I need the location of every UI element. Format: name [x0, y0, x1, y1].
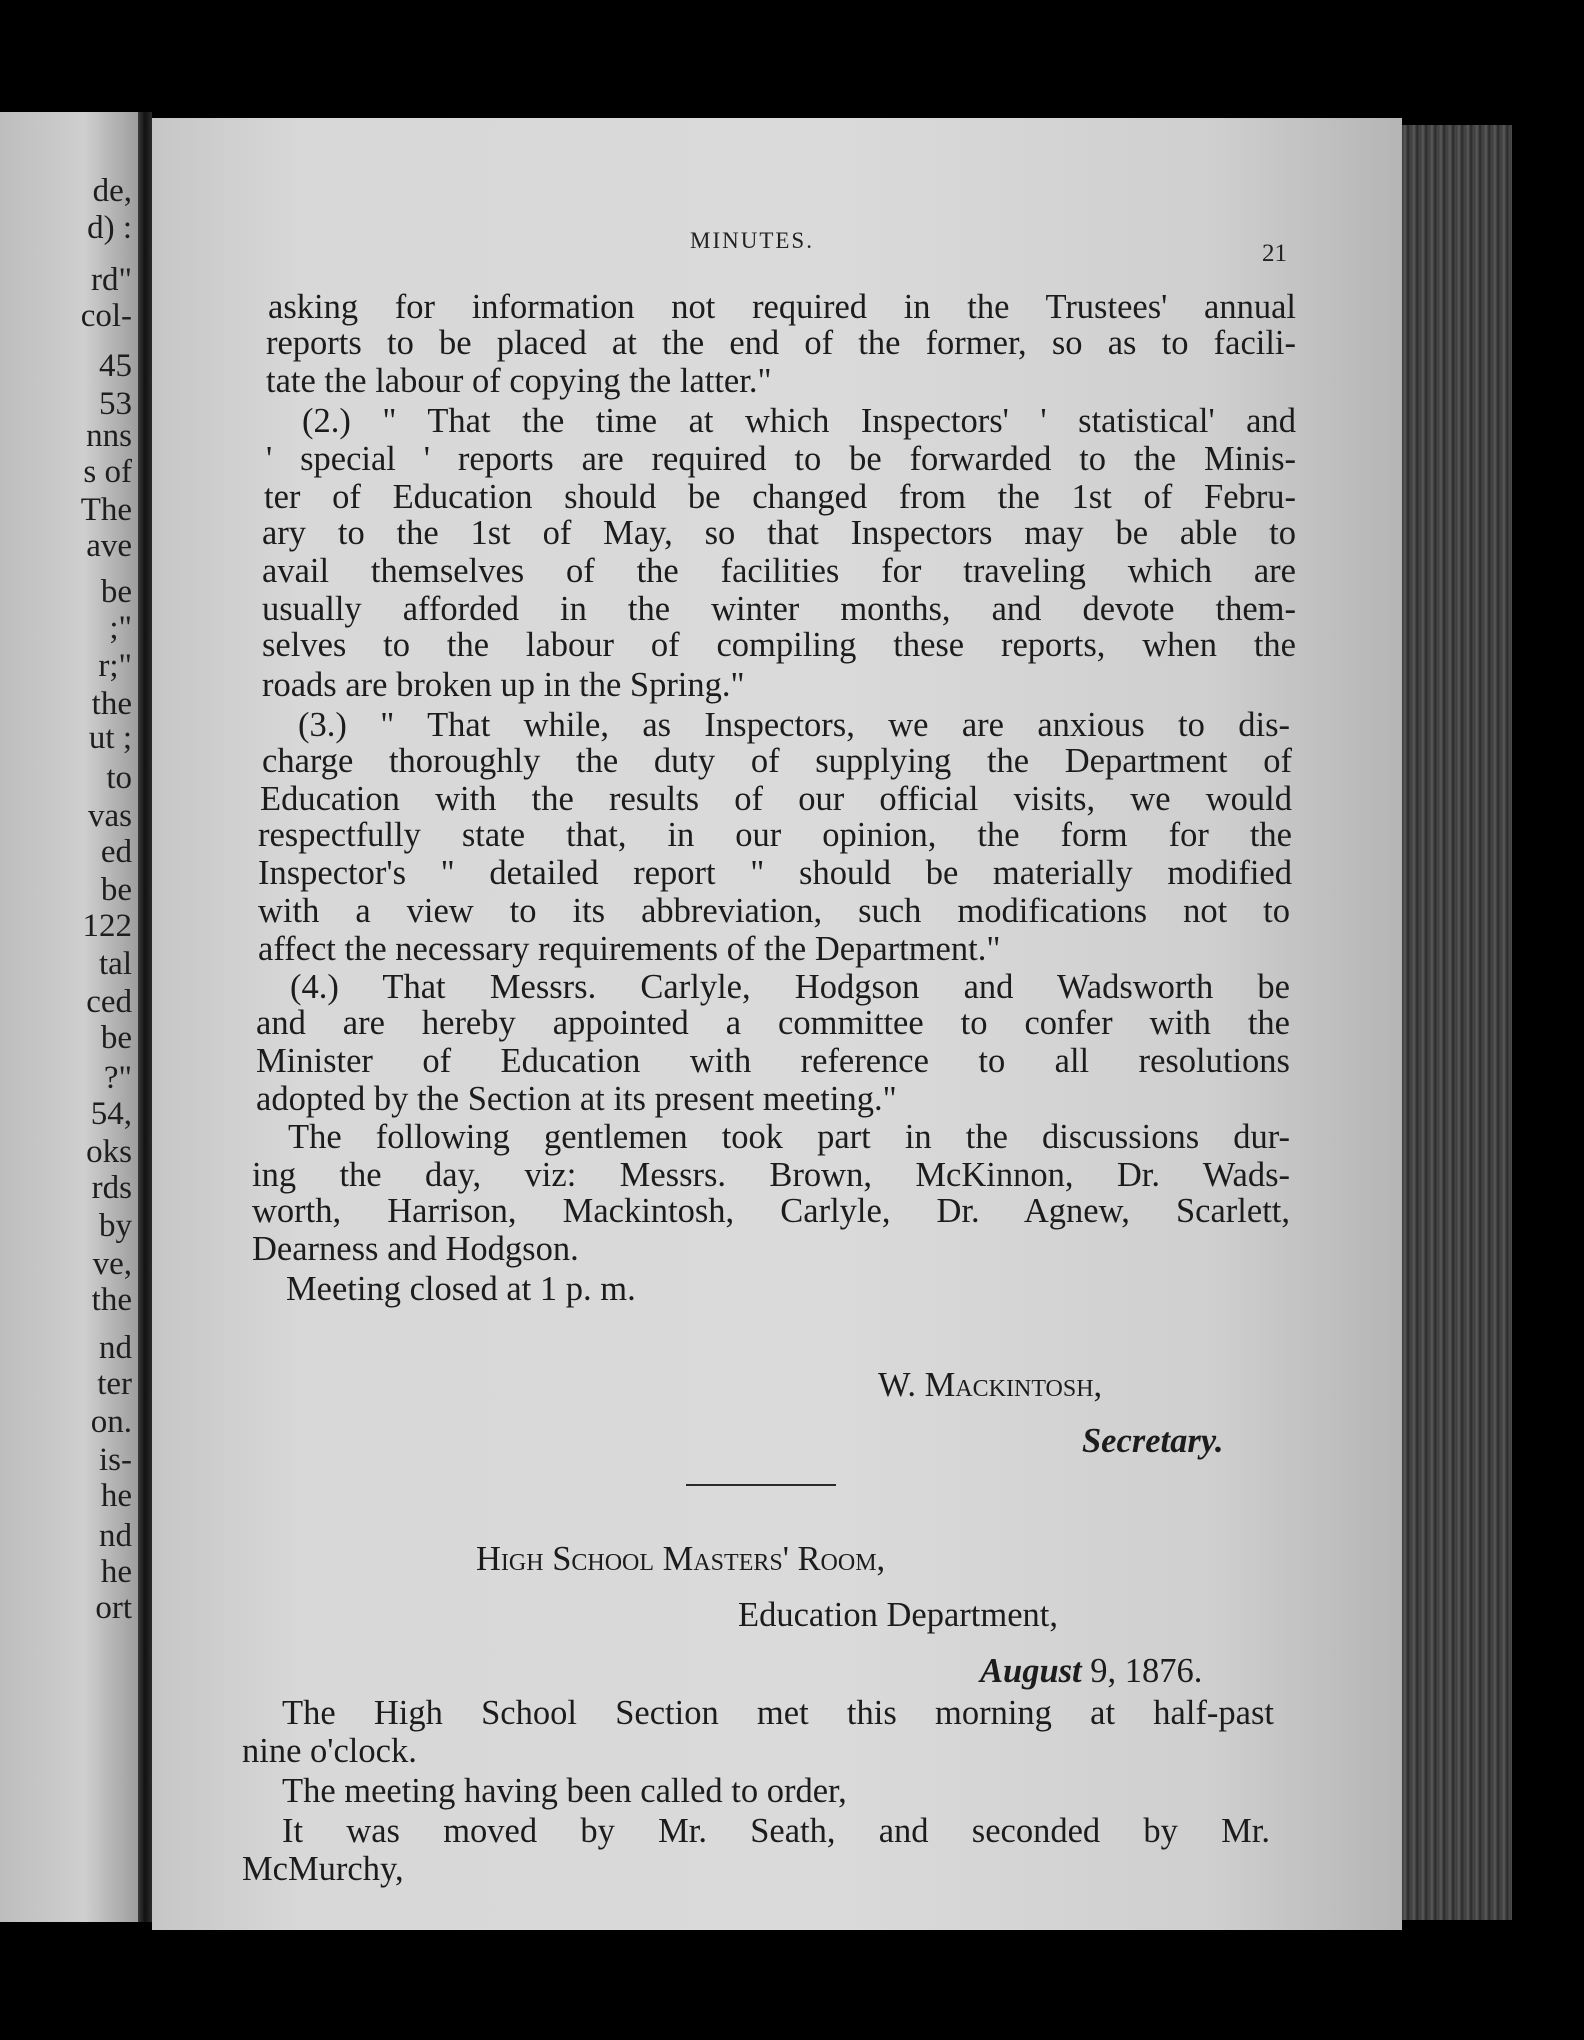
left-page-line: 54, [90, 1096, 132, 1132]
left-page-line: ort [95, 1590, 132, 1626]
left-page-line: 53 [99, 386, 132, 422]
left-page-line: nd [99, 1330, 132, 1366]
body-line: worth, Harrison, Mackintosh, Carlyle, Dr. Agnew, Scarlett, [252, 1192, 1290, 1230]
left-page-line: ?" [103, 1060, 132, 1096]
left-page-line: r;" [98, 648, 132, 684]
left-facing-page-fragment [0, 112, 140, 1922]
left-page-line: vas [88, 798, 132, 834]
body-line: affect the necessary requirements of the Department." [258, 930, 1001, 968]
body-line: selves to the labour of compiling these reports, when the [262, 626, 1296, 664]
section-divider [686, 1484, 836, 1486]
left-page-line: ed [100, 834, 132, 870]
page-number: 21 [1262, 240, 1287, 267]
second-section-line: nine o'clock. [242, 1732, 417, 1770]
left-page-line: oks [86, 1134, 132, 1170]
signature-name: W. Mackintosh, [878, 1366, 1103, 1404]
date-month: August [980, 1652, 1082, 1690]
body-line: Education with the results of our official visits, we would [260, 780, 1292, 818]
second-section-line: The meeting having been called to order, [282, 1772, 847, 1810]
body-line: (4.) That Messrs. Carlyle, Hodgson and Wadsworth be [290, 968, 1290, 1006]
left-page-line: be [100, 1020, 132, 1056]
left-page-line: be [100, 574, 132, 610]
body-line: Meeting closed at 1 p. m. [286, 1270, 636, 1308]
body-line: adopted by the Section at its present meeting." [256, 1080, 897, 1118]
body-line: usually afforded in the winter months, and devote them- [262, 590, 1296, 628]
left-page-line: be [100, 872, 132, 908]
body-line: asking for information not required in the Trustees' annual [268, 288, 1296, 326]
body-line: charge thoroughly the duty of supplying the Department of [262, 742, 1292, 780]
body-line: respectfully state that, in our opinion, the form for the [258, 816, 1292, 854]
body-line: (3.) " That while, as Inspectors, we are anxious to dis- [298, 706, 1290, 744]
left-page-line: to [106, 760, 132, 796]
body-line: tate the labour of copying the latter." [266, 362, 772, 400]
second-section-line: The High School Section met this morning at half-past [282, 1694, 1274, 1732]
book-gutter [138, 112, 152, 1922]
body-line: roads are broken up in the Spring." [262, 666, 745, 704]
meeting-location: High School Masters' Room, [476, 1540, 886, 1578]
body-line: and are hereby appointed a committee to confer with the [256, 1004, 1290, 1042]
left-page-line: ter [97, 1366, 132, 1402]
left-page-line: nd [99, 1518, 132, 1554]
body-line: with a view to its abbreviation, such modifications not to [258, 892, 1290, 930]
left-page-line: tal [99, 946, 132, 982]
left-page-line: by [99, 1208, 132, 1244]
page-edges [1402, 125, 1512, 1920]
second-section-line: It was moved by Mr. Seath, and seconded by Mr. [282, 1812, 1270, 1850]
left-page-line: The [80, 492, 132, 528]
left-page-line: ve, [92, 1246, 132, 1282]
meeting-date [980, 1654, 1202, 1689]
left-page-line: he [100, 1478, 132, 1514]
body-line: ' special ' reports are required to be forwarded to the Minis- [266, 440, 1296, 478]
body-line: ing the day, viz: Messrs. Brown, McKinnon, Dr. Wads- [252, 1156, 1290, 1194]
left-page-line: on. [90, 1404, 132, 1440]
left-page-line: col- [80, 298, 132, 334]
left-page-line: he [100, 1554, 132, 1590]
left-page-line: de, [92, 173, 132, 209]
left-page-line: the [91, 1282, 132, 1318]
left-page-line: d) : [87, 210, 132, 246]
body-line: reports to be placed at the end of the former, so as to facili- [266, 324, 1296, 362]
left-page-line: nns [86, 418, 132, 454]
left-page-line: is- [99, 1442, 132, 1478]
body-line: avail themselves of the facilities for traveling which are [262, 552, 1296, 590]
date-day-year: 9, 1876. [1090, 1652, 1203, 1690]
body-line: Minister of Education with reference to all resolutions [256, 1042, 1290, 1080]
body-line: Dearness and Hodgson. [252, 1230, 579, 1268]
body-line: Inspector's " detailed report " should be materially modified [258, 854, 1292, 892]
body-line: The following gentlemen took part in the discussions dur- [288, 1118, 1290, 1156]
second-section-line: McMurchy, [242, 1850, 404, 1888]
left-page-line: ced [86, 984, 132, 1020]
left-page-line: rd" [91, 262, 132, 298]
body-line: ter of Education should be changed from the 1st of Febru- [264, 478, 1296, 516]
signature-title: Secretary. [1082, 1422, 1224, 1460]
left-page-line: ;" [109, 610, 132, 646]
left-page-line: 122 [82, 908, 132, 944]
body-line: (2.) " That the time at which Inspectors' ' statistical' and [302, 402, 1296, 440]
left-page-line: rds [91, 1170, 132, 1206]
left-page-line: the [91, 686, 132, 722]
meeting-department: Education Department, [738, 1596, 1058, 1634]
body-line: ary to the 1st of May, so that Inspectors may be able to [262, 514, 1296, 552]
left-page-line: 45 [99, 348, 132, 384]
left-page-line: ut ; [88, 720, 132, 756]
left-page-line: s of [83, 454, 132, 490]
left-page-line: ave [86, 528, 132, 564]
running-head: MINUTES. [690, 228, 814, 253]
